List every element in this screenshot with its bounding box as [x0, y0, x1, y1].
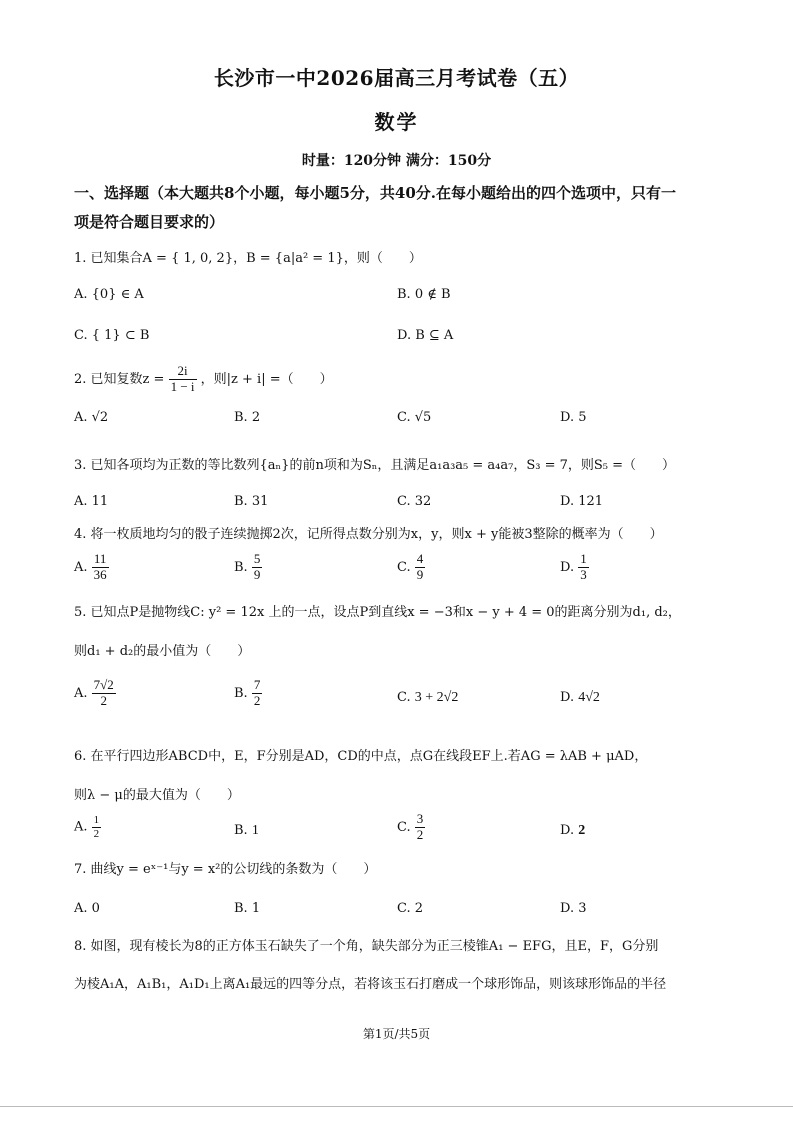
q5-option-a-fraction: [92, 678, 116, 709]
q2-option-a: A. √2: [74, 410, 109, 425]
q7-option-c: C. 2: [397, 901, 424, 916]
q6-option-b: [234, 823, 259, 839]
q4-option-d-fraction: [578, 552, 589, 583]
q2-stem-prefix: 2. 已知复数z =: [74, 371, 165, 387]
section-heading-line1: 一、选择题（本大题共8个小题，每小题5分，共40分.在每小题给出的四个选项中，只有一: [74, 184, 676, 202]
q4-option-c: [397, 552, 425, 583]
q3-option-d: D. 121: [560, 494, 604, 509]
q6-option-b-text: 1: [251, 823, 259, 838]
q5-option-a: [74, 678, 116, 709]
q7-option-d: D. 3: [560, 901, 587, 916]
q7-option-b: B. 1: [234, 901, 261, 916]
question-7-stem: 7. 曲线y = eˣ⁻¹与y = x²的公切线的条数为（ ）: [74, 862, 377, 877]
q4-d-den: 3: [580, 566, 587, 582]
q5-a-num: 7√2: [93, 677, 114, 692]
subject-title: 数学: [374, 110, 419, 134]
q4-option-a: [74, 552, 109, 583]
q1-option-a: A. {0} ∈ A: [74, 287, 144, 302]
q4-option-a-fraction: [92, 552, 109, 583]
q3-option-c: C. 32: [397, 494, 432, 509]
q5-option-d-label: D.: [560, 690, 575, 705]
q6-option-b-label: B.: [234, 823, 248, 838]
q4-option-d: [560, 552, 589, 583]
q5-option-d: [560, 690, 600, 706]
q5-option-a-label: A.: [74, 685, 88, 701]
q6-c-den: 2: [416, 826, 424, 842]
question-4-stem: 4. 将一枚质地均匀的骰子连续抛掷2次，记所得点数分别为x，y，则x + y能被3整除的概率为（ ）: [74, 527, 663, 542]
q6-a-num: 1: [93, 814, 100, 826]
q5-b-num: 7: [253, 677, 261, 692]
q2-fraction-denominator: 1 − i: [170, 378, 195, 394]
q4-c-den: 9: [416, 566, 424, 582]
q5-option-b-label: B.: [234, 685, 248, 701]
bottom-divider: [0, 1106, 793, 1107]
q3-option-a: A. 11: [74, 494, 109, 509]
q6-c-num: 3: [416, 811, 424, 826]
question-6-stem-line2: 则λ − μ的最大值为（ ）: [74, 788, 240, 803]
question-3-stem: 3. 已知各项均为正数的等比数列{aₙ}的前n项和为Sₙ，且满足a₁a₃a₅ = a₄a₇，S₃ = 7，则S₅ =（ ）: [74, 458, 676, 473]
question-8-stem-line1: 8. 如图，现有棱长为8的正方体玉石缺失了一个角，缺失部分为正三棱锥A₁ − EFG，且E，F，G分别: [74, 939, 659, 954]
q6-option-d-text: 2: [578, 823, 586, 838]
q5-option-c: [397, 690, 458, 706]
q3-option-b: B. 31: [234, 494, 269, 509]
q5-option-b-fraction: [252, 678, 263, 709]
q6-option-d: [560, 823, 585, 839]
q5-option-c-text: 3 + 2√2: [414, 690, 459, 705]
q4-option-a-label: A.: [74, 559, 88, 575]
question-6-stem-line1: 6. 在平行四边形ABCD中，E，F分别是AD，CD的中点，点G在线段EF上.若AG = λAB + μAD，: [74, 749, 648, 764]
q1-option-c: C. { 1} ⊂ B: [74, 328, 150, 343]
question-2-stem: [74, 364, 333, 395]
q6-option-a-fraction: [92, 814, 102, 840]
page-number: 第1页/共5页: [362, 1027, 431, 1041]
q4-option-b-fraction: [252, 552, 263, 583]
q4-option-d-label: D.: [560, 559, 575, 575]
q4-d-num: 1: [580, 551, 587, 566]
question-5-stem-line2: 则d₁ + d₂的最小值为（ ）: [74, 644, 251, 659]
q6-a-den: 2: [93, 827, 100, 840]
time-score-line: 时量：120分钟 满分：150分: [301, 153, 492, 169]
q5-b-den: 2: [253, 692, 261, 708]
q4-c-num: 4: [416, 551, 424, 566]
q4-a-num: 11: [92, 552, 109, 568]
q5-option-b: [234, 678, 262, 709]
section-heading-line2: 项是符合题目要求的）: [74, 213, 225, 231]
question-1-stem: 1. 已知集合A = { 1, 0, 2}，B = {a|a² = 1}，则（ ）: [74, 251, 422, 266]
q5-a-den: 2: [100, 692, 107, 708]
q7-option-a: A. 0: [74, 901, 100, 916]
q4-option-b-label: B.: [234, 559, 248, 575]
q2-fraction: [169, 364, 197, 395]
q6-option-a-label: A.: [74, 819, 88, 835]
question-8-stem-line2: 为棱A₁A，A₁B₁，A₁D₁上离A₁最远的四等分点，若将该玉石打磨成一个球形饰品，则该球形饰品的半径: [74, 977, 667, 992]
q2-fraction-numerator: 2i: [169, 364, 197, 380]
q4-b-num: 5: [253, 551, 261, 566]
q6-option-d-label: D.: [560, 823, 575, 838]
q6-option-c: [397, 812, 425, 843]
q6-option-c-label: C.: [397, 819, 411, 835]
q1-option-d: D. B ⊆ A: [397, 328, 454, 343]
q6-option-c-fraction: [415, 812, 426, 843]
q4-a-den: 36: [93, 566, 107, 582]
q4-option-b: [234, 552, 262, 583]
q5-option-c-label: C.: [397, 690, 411, 705]
q2-option-d: D. 5: [560, 410, 587, 425]
q4-b-den: 9: [253, 566, 261, 582]
question-5-stem-line1: 5. 已知点P是抛物线C: y² = 12x 上的一点，设点P到直线x = −3和x − y + 4 = 0的距离分别为d₁, d₂，: [74, 605, 681, 620]
q4-option-c-label: C.: [397, 559, 411, 575]
q4-option-c-fraction: [415, 552, 426, 583]
q2-option-c: C. √5: [397, 410, 432, 425]
q5-option-d-text: 4√2: [578, 690, 600, 705]
exam-title: 长沙市一中2026届高三月考试卷（五）: [213, 66, 580, 90]
q1-option-b: B. 0 ∉ B: [397, 287, 451, 302]
q6-option-a: [74, 814, 101, 840]
q2-stem-suffix: ，则|z + i| =（ ）: [200, 371, 333, 387]
q2-option-b: B. 2: [234, 410, 261, 425]
